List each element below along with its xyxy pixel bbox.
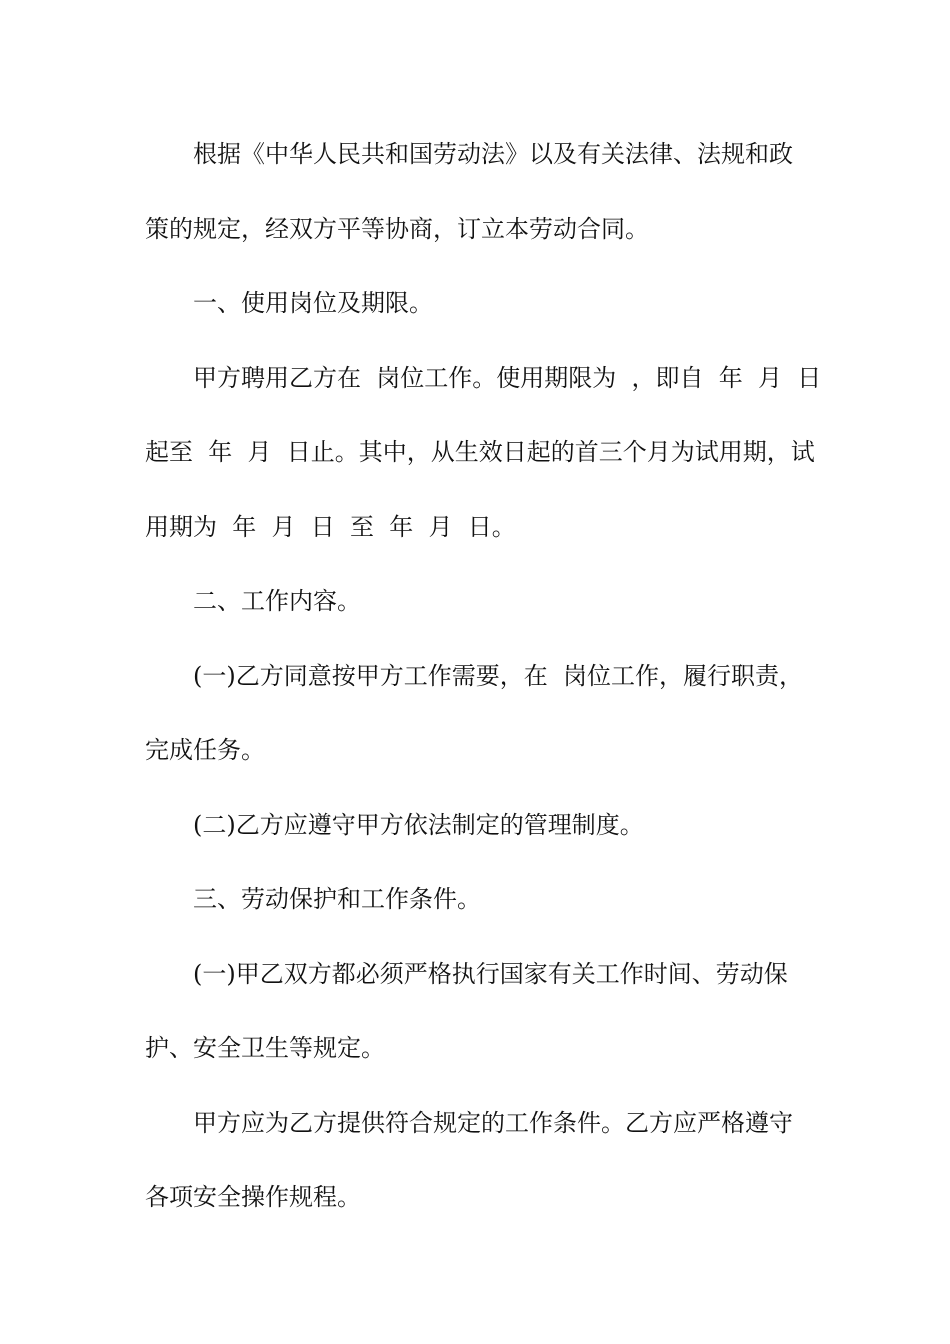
paragraph-section-2-item-2 <box>145 788 807 863</box>
paragraph-section-1 <box>145 341 822 565</box>
text-line: 甲方聘用乙方在 岗位工作。使用期限为 ，即自 年 月 日 <box>193 363 822 392</box>
section-2-heading <box>145 564 807 639</box>
paragraph-section-3-body <box>145 1086 807 1235</box>
document-body <box>145 117 822 1235</box>
section-1-heading <box>145 266 807 341</box>
section-3-heading <box>145 862 807 937</box>
paragraph-intro <box>145 117 807 266</box>
text-line: 各项安全操作规程。 <box>145 1183 361 1211</box>
text-line: 根据《中华人民共和国劳动法》以及有关法律、法规和政 <box>193 140 793 168</box>
text-line: 起至 年 月 日止。其中，从生效日起的首三个月为试用期，试 <box>145 438 815 466</box>
text-line: 策的规定，经双方平等协商，订立本劳动合同。 <box>145 214 649 243</box>
paragraph-section-3-item-1 <box>145 937 807 1086</box>
text-line: 护、安全卫生等规定。 <box>145 1034 385 1062</box>
text-line: (二)乙方应遵守甲方依法制定的管理制度。 <box>193 810 644 839</box>
text-line: (一)甲乙双方都必须严格执行国家有关工作时间、劳动保 <box>193 959 788 988</box>
paragraph-section-2-item-1 <box>145 639 807 788</box>
text-line: 甲方应为乙方提供符合规定的工作条件。乙方应严格遵守 <box>193 1108 793 1137</box>
heading-text: 三、劳动保护和工作条件。 <box>193 885 481 913</box>
heading-text: 二、工作内容。 <box>193 587 361 615</box>
text-line: 完成任务。 <box>145 736 265 764</box>
text-line: (一)乙方同意按甲方工作需要，在 岗位工作，履行职责， <box>193 661 803 690</box>
heading-text: 一、使用岗位及期限。 <box>193 289 433 317</box>
text-line: 用期为 年 月 日 至 年 月 日。 <box>145 512 516 541</box>
